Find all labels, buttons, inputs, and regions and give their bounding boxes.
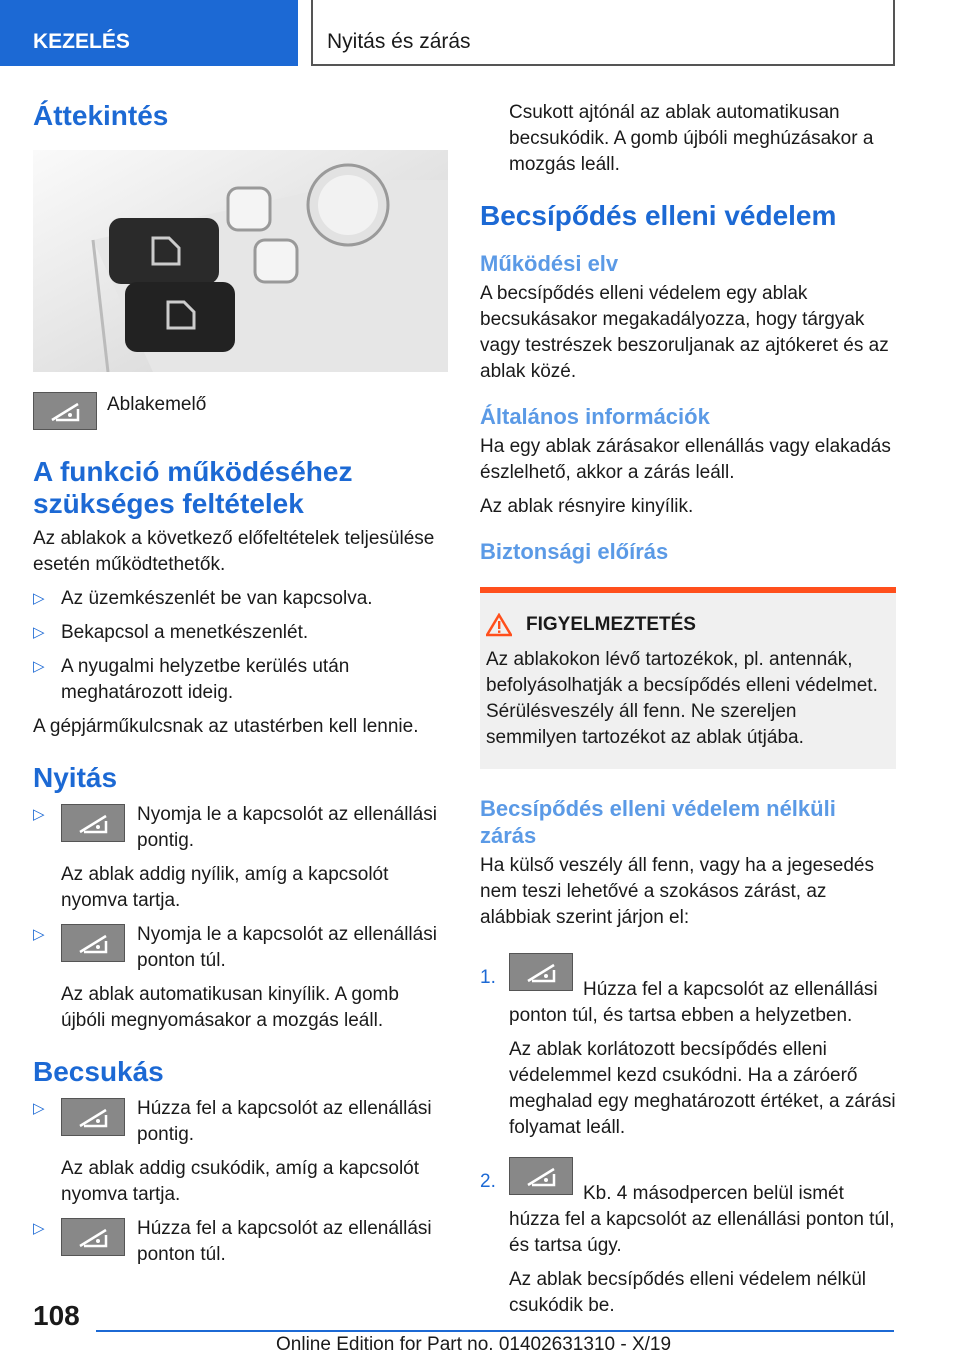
step-number: 2. bbox=[480, 1171, 496, 1192]
list-item: ▷ Az üzemkészenlét be van kapcsolva. bbox=[33, 586, 448, 612]
no-pinch-intro: Ha külső veszély áll fenn, vagy ha a jegesedés nem teszi lehetővé a szokásos zárást, az alábbiak szerint járjon el: bbox=[480, 855, 874, 928]
triangle-bullet-icon: ▷ bbox=[33, 806, 45, 823]
right-column bbox=[480, 100, 896, 1319]
general-info-text: Ha egy ablak zárásakor ellenállás vagy elakadás észlelhető, akkor a zárás leáll. bbox=[480, 436, 891, 483]
overview-heading: Áttekintés bbox=[33, 100, 169, 131]
step-number: 1. bbox=[480, 967, 496, 988]
footer-divider bbox=[96, 1330, 894, 1332]
open-heading: Nyitás bbox=[33, 762, 118, 793]
continued-text: Csukott ajtónál az ablak automatikusan becsukódik. A gomb újbóli meghúzásakor a mozgás leáll. bbox=[509, 102, 874, 175]
requirements-heading: A funkció működéséhez szükséges feltételek bbox=[33, 456, 353, 519]
close-heading: Becsukás bbox=[33, 1056, 164, 1087]
general-info-heading: Általános információk bbox=[480, 404, 710, 429]
left-column bbox=[33, 100, 448, 1268]
edition-text: Online Edition for Part no. 01402631310 - X/19 bbox=[276, 1334, 672, 1355]
list-item: 2. Kb. 4 másodpercen belül ismét húzza fel a kapcsolót az ellenállási ponton túl, és tartsa úgy. Az ablak becsípődés elleni védelem nélkül csukódik be. bbox=[480, 1155, 896, 1319]
no-pinch-heading: Becsípődés elleni védelem nélküli zárás bbox=[480, 796, 836, 848]
window-switch-photo bbox=[33, 150, 448, 372]
requirements-intro: Az ablakok a következő előfeltételek teljesülése esetén működtethetők. bbox=[33, 528, 435, 575]
window-switch-icon bbox=[61, 804, 125, 842]
open-steps bbox=[33, 802, 448, 1034]
principle-heading: Működési elv bbox=[480, 251, 619, 276]
list-item: ▷ Húzza fel a kapcsolót az ellenállási ponton túl. bbox=[33, 1218, 432, 1265]
list-item: ▷ Nyomja le a kapcsolót az ellenállási pontig. Az ablak addig nyílik, amíg a kapcsolót nyomva tartja. bbox=[33, 804, 437, 911]
list-item: 1. Húzza fel a kapcsolót az ellenállási ponton túl, és tartsa ebben a helyzetben. Az ablak korlátozott becsípődés elleni védelemmel kezd csukódni. Ha a záróerő meghalad egy meghatározott értéket, a zárási folyamat leáll. bbox=[480, 951, 896, 1141]
page-header bbox=[0, 0, 960, 66]
window-switch-icon bbox=[509, 953, 573, 991]
triangle-bullet-icon: ▷ bbox=[33, 1220, 45, 1237]
chapter-title: Nyitás és zárás bbox=[311, 0, 895, 66]
warning-text: Az ablakokon lévő tartozékok, pl. antennák, befolyásolhatják a becsípődés elleni védelmet. Sérülésveszély áll fenn. Ne szereljen semmilyen tartozékot az ablak útjába. bbox=[486, 649, 878, 748]
section-tab: KEZELÉS bbox=[0, 0, 298, 66]
close-steps bbox=[33, 1096, 448, 1268]
pinch-protection-heading: Becsípődés elleni védelem bbox=[480, 200, 837, 231]
triangle-bullet-icon: ▷ bbox=[33, 624, 45, 641]
general-info-text-2: Az ablak résnyire kinyílik. bbox=[480, 496, 694, 517]
triangle-bullet-icon: ▷ bbox=[33, 1100, 45, 1117]
warning-triangle-icon bbox=[486, 613, 512, 637]
list-item: ▷ Nyomja le a kapcsolót az ellenállási ponton túl. Az ablak automatikusan kinyílik. A gomb újbóli megnyomásakor a mozgás leáll. bbox=[33, 924, 437, 1031]
window-switch-icon bbox=[509, 1157, 573, 1195]
window-switch-icon bbox=[61, 1218, 125, 1256]
requirements-list bbox=[33, 586, 448, 706]
safety-heading: Biztonsági előírás bbox=[480, 539, 669, 564]
image-caption bbox=[33, 392, 448, 430]
caption-text: Ablakemelő bbox=[107, 394, 207, 415]
triangle-bullet-icon: ▷ bbox=[33, 658, 45, 675]
warning-title: FIGYELMEZTETÉS bbox=[486, 613, 890, 637]
window-switch-icon bbox=[61, 1098, 125, 1136]
warning-box bbox=[480, 587, 896, 769]
page-number: 108 bbox=[33, 1300, 80, 1331]
principle-text: A becsípődés elleni védelem egy ablak becsukásakor megakadályozza, hogy tárgyak vagy testrészek beszoruljanak az ajtókeret és az ablak közé. bbox=[480, 283, 889, 382]
list-item: ▷ A nyugalmi helyzetbe kerülés után meghatározott ideig. bbox=[33, 656, 350, 703]
list-item: ▷ Húzza fel a kapcsolót az ellenállási pontig. Az ablak addig csukódik, amíg a kapcsolót nyomva tartja. bbox=[33, 1098, 432, 1205]
triangle-bullet-icon: ▷ bbox=[33, 590, 45, 607]
triangle-bullet-icon: ▷ bbox=[33, 926, 45, 943]
window-switch-icon bbox=[61, 924, 125, 962]
window-switch-icon bbox=[33, 392, 97, 430]
list-item: ▷ Bekapcsol a menetkészenlét. bbox=[33, 620, 448, 646]
requirements-note: A gépjárműkulcsnak az utastérben kell lennie. bbox=[33, 716, 419, 737]
no-pinch-steps bbox=[480, 951, 896, 1319]
